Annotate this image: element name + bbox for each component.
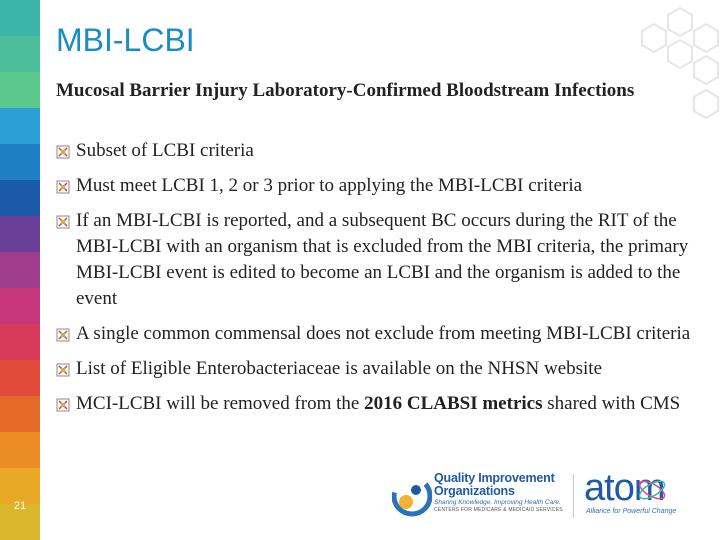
color-band xyxy=(0,36,40,72)
atom-logo-wordmark: atom xyxy=(584,467,665,509)
bullet-text: A single common commensal does not exclude from meeting MBI-LCBI criteria xyxy=(76,323,691,344)
color-band xyxy=(0,324,40,360)
bullet-text: If an MBI-LCBI is reported, and a subsequent BC occurs during the RIT of the MBI-LCBI with an organism that is excluded from the MBI criteria, the primary MBI-LCBI event is edited to become an LCBI and the organism is added to the event xyxy=(76,210,689,309)
bullet-text-after: shared with CMS xyxy=(542,393,681,414)
bullet-list xyxy=(56,138,696,426)
color-band xyxy=(0,252,40,288)
color-band xyxy=(0,396,40,432)
slide-subtitle: Mucosal Barrier Injury Laboratory-Confirmed Bloodstream Infections xyxy=(56,80,635,101)
color-band xyxy=(0,360,40,396)
qio-logo-text: Quality Improvement Organizations Sharing Knowledge. Improving Health Care. CENTERS FOR MEDICARE & MEDICAID SERVICES xyxy=(434,471,563,513)
color-band xyxy=(0,468,40,504)
bullet-text: List of Eligible Enterobacteriaceae is available on the NHSN website xyxy=(76,358,603,379)
bullet-item xyxy=(56,173,696,199)
sidebar-color-bar xyxy=(0,0,40,540)
bullet-text: Subset of LCBI criteria xyxy=(76,140,254,161)
bullet-text-before: MCI-LCBI will be removed from the xyxy=(76,393,365,414)
color-band xyxy=(0,72,40,108)
bullet-item xyxy=(56,391,696,417)
bullet-text-bold: 2016 CLABSI metrics xyxy=(364,393,543,414)
bullet-icon xyxy=(56,180,70,194)
qio-logo-icon xyxy=(392,472,432,520)
atom-orbit-icon xyxy=(632,468,672,508)
color-band xyxy=(0,0,40,36)
bullet-item xyxy=(56,321,696,347)
bullet-icon xyxy=(56,145,70,159)
color-band xyxy=(0,216,40,252)
bullet-icon xyxy=(56,363,70,377)
bullet-icon xyxy=(56,398,70,412)
hexagon-pattern xyxy=(560,0,720,130)
bullet-icon xyxy=(56,215,70,229)
color-band xyxy=(0,288,40,324)
atom-tagline: Alliance for Powerful Change xyxy=(586,508,677,515)
bullet-item xyxy=(56,138,696,164)
bullet-icon xyxy=(56,328,70,342)
color-band xyxy=(0,180,40,216)
logo-divider xyxy=(573,474,574,518)
color-band xyxy=(0,432,40,468)
bullet-item xyxy=(56,208,696,312)
bullet-text: Must meet LCBI 1, 2 or 3 prior to applying the MBI-LCBI criteria xyxy=(76,175,583,196)
color-band xyxy=(0,144,40,180)
page-number: 21 xyxy=(13,500,27,512)
color-band xyxy=(0,108,40,144)
page-title: MBI-LCBI xyxy=(56,22,195,58)
bullet-item xyxy=(56,356,696,382)
footer-logos xyxy=(392,468,702,524)
